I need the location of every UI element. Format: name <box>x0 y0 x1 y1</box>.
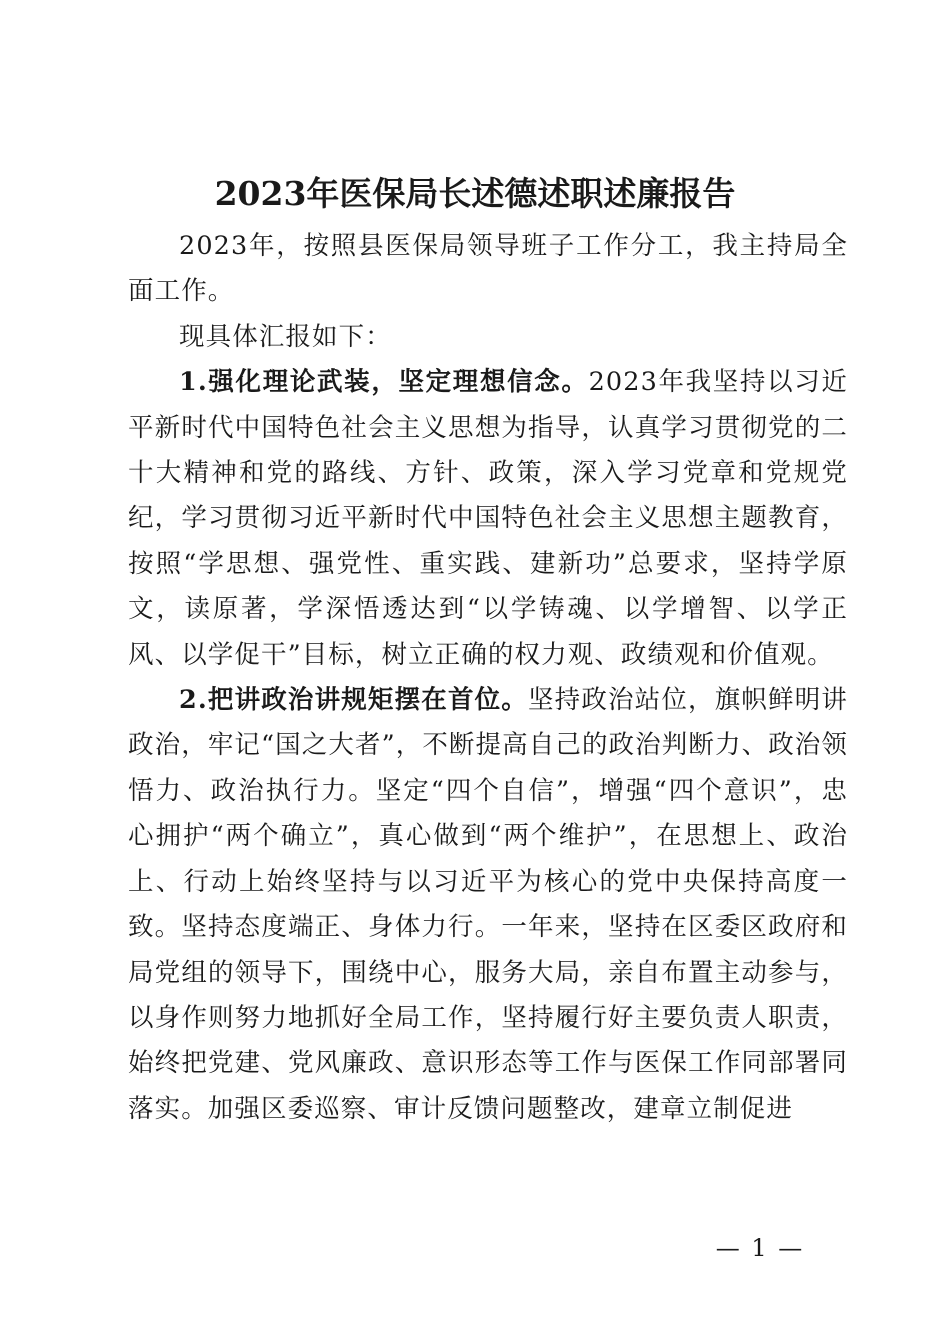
document-title: 2023年医保局长述德述职述廉报告 <box>214 174 736 213</box>
paragraph-section-2 <box>128 678 848 1132</box>
paragraph-report-lead-in <box>128 315 848 360</box>
section-2-heading: 2.把讲政治讲规矩摆在首位。 <box>179 685 528 716</box>
page-number: — 1 — <box>715 1234 805 1262</box>
paragraph-intro-text: 2023年，按照县医保局领导班子工作分工，我主持局全面工作。 <box>128 231 848 307</box>
paragraph-section-1 <box>128 360 848 678</box>
section-1-heading: 1.强化理论武装，坚定理想信念。 <box>179 367 589 398</box>
section-1-text: 2023年我坚持以习近平新时代中国特色社会主义思想为指导，认真学习贯彻党的二十大精神和党的路线、方针、政策，深入学习党章和党规党纪，学习贯彻习近平新时代中国特色社会主义思想主题教育，按照“学思想、强党性、重实践、建新功”总要求，坚持学原文，读原著，学深悟透达到“以学铸魂、以学增智、以学正风、以学促干”目标，树立正确的权力观、政绩观和价值观。 <box>128 367 848 670</box>
section-2-text: 坚持政治站位，旗帜鲜明讲政治，牢记“国之大者”，不断提高自己的政治判断力、政治领悟力、政治执行力。坚定“四个自信”，增强“四个意识”，忠心拥护“两个确立”，真心做到“两个维护”，在思想上、政治上、行动上始终坚持与以习近平为核心的党中央保持高度一致。坚持态度端正、身体力行。一年来，坚持在区委区政府和局党组的领导下，围绕中心，服务大局，亲自布置主动参与，以身作则努力地抓好全局工作，坚持履行好主要负责人职责，始终把党建、党风廉政、意识形态等工作与医保工作同部署同落实。加强区委巡察、审计反馈问题整改，建章立制促进 <box>128 685 848 1124</box>
paragraph-report-lead-in-text: 现具体汇报如下： <box>179 321 392 352</box>
paragraph-intro <box>128 224 848 315</box>
document-body <box>128 224 848 1132</box>
